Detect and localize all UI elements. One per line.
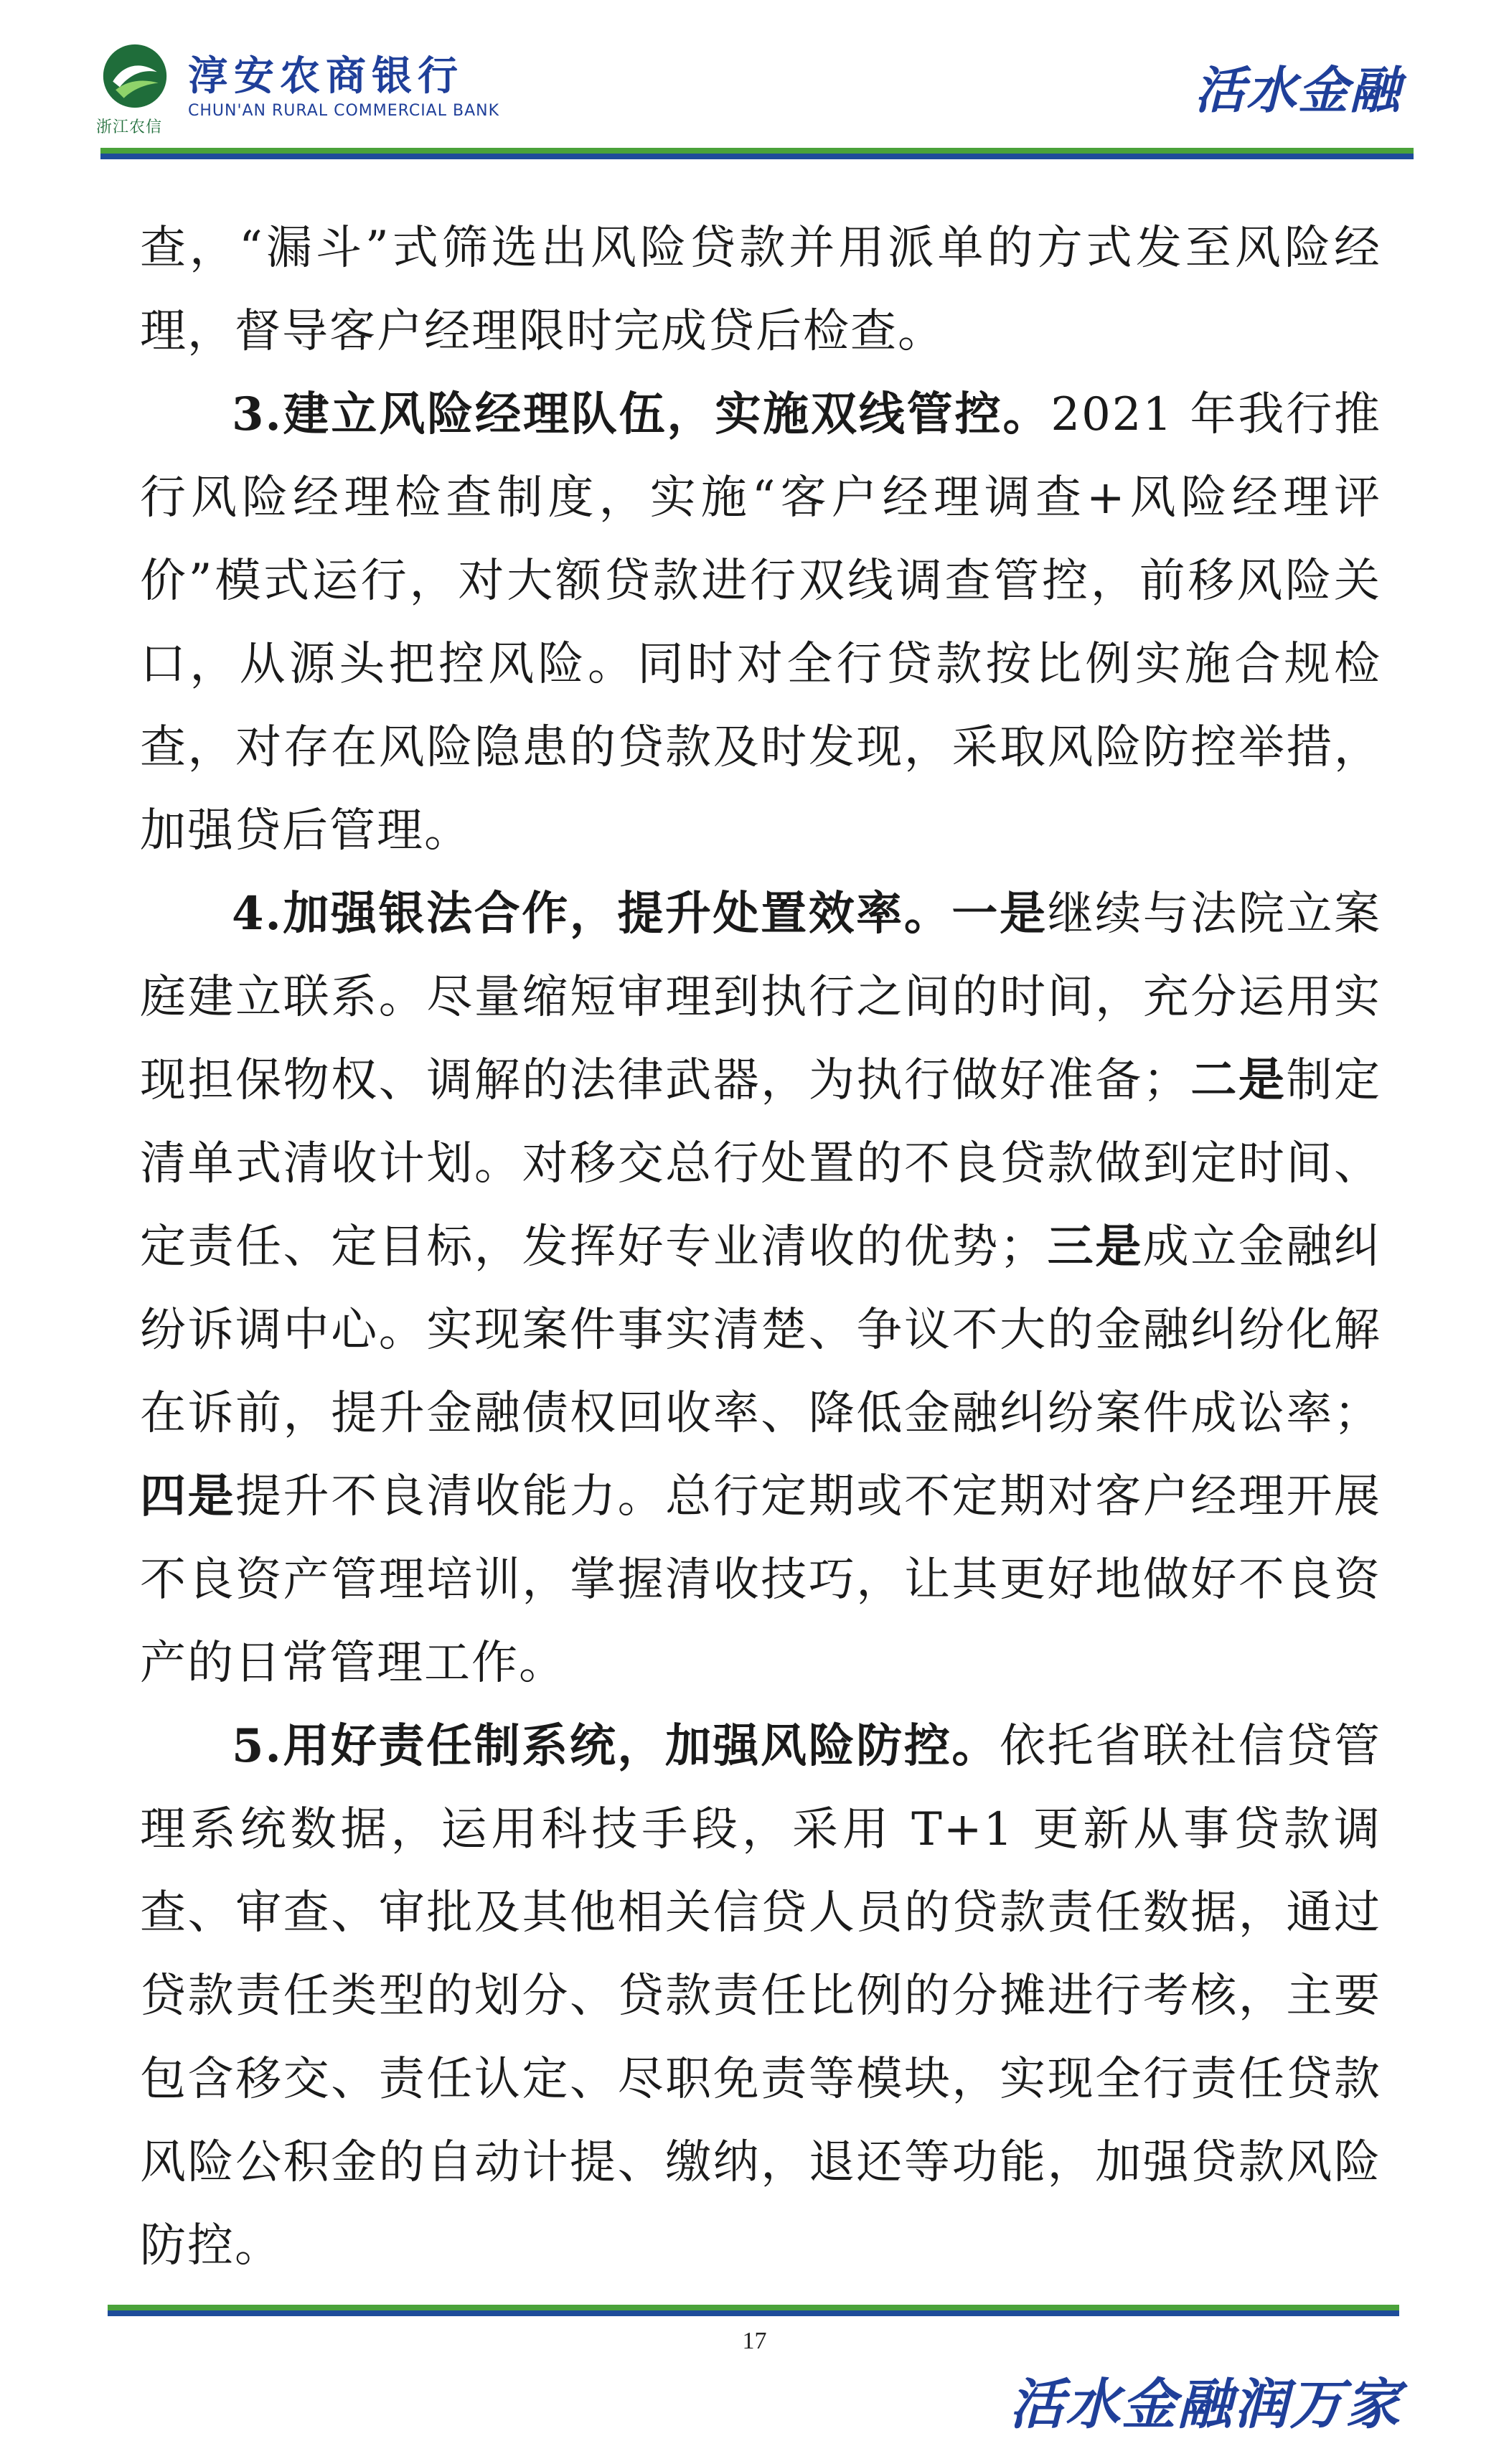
header-divider [100, 148, 1414, 159]
bank-logo-icon [100, 42, 169, 110]
item-3-heading: 3.建立风险经理队伍，实施双线管控。 [232, 387, 1051, 441]
document-body [140, 207, 1381, 2287]
item-5-text: 依托省联社信贷管理系统数据，运用科技手段，采用 T+1 更新从事贷款调查、审查、审批及其他相关信贷人员的贷款责任数据，通过贷款责任类型的划分、贷款责任比例的分摊进行考核，主要包含移交、责任认定、尽职免责等模块，实现全行责任贷款风险公积金的自动计提、缴纳，退还等功能，加强贷款风险防控。 [140, 1720, 1382, 2272]
keyword-3: 三是 [1047, 1220, 1143, 1274]
paragraph-item-5 [140, 1705, 1381, 2287]
page-number: 17 [742, 2328, 767, 2354]
item-4-heading: 4.加强银法合作，提升处置效率。 [232, 887, 952, 941]
paragraph-item-4: 4.加强银法合作，提升处置效率。一是继续与法院立案庭建立联系。尽量缩短审理到执行之间的时间，充分运用实现担保物权、调解的法律武器，为执行做好准备；二是制定清单式清收计划。对移交总行处置的不良贷款做到定时间、定责任、定目标，发挥好专业清收的优势；三是成立金融纠纷诉调中心。实现案件事实清楚、争议不大的金融纠纷化解在诉前，提升金融债权回收率、降低金融纠纷案件成讼率；四是提升不良清收能力。总行定期或不定期对客户经理开展不良资产管理培训，掌握清收技巧，让其更好地做好不良资产的日常管理工作。 [140, 887, 1382, 1690]
header-slogan: 活水金融 [1195, 60, 1401, 120]
footer-slogan: 活水金融润万家 [1010, 2372, 1401, 2436]
paragraph-item-3 [140, 373, 1381, 873]
item-5-heading: 5.用好责任制系统，加强风险防控。 [232, 1719, 1000, 1773]
keyword-1: 一是 [951, 887, 1048, 941]
logo-subtitle: 浙江农信 [96, 118, 163, 136]
paragraph-1: 查，“漏斗”式筛选出风险贷款并用派单的方式发至风险经理，督导客户经理限时完成贷后检查。 [140, 222, 1381, 358]
keyword-4: 四是 [140, 1470, 236, 1523]
bank-name-cn: 淳安农商银行 [188, 52, 464, 100]
item-3-text: 2021 年我行推行风险经理检查制度，实施“客户经理调查+风险经理评价”模式运行，对大额贷款进行双线调查管控，前移风险关口，从源头把控风险。同时对全行贷款按比例实施合规检查，对存在风险隐患的贷款及时发现，采取风险防控举措，加强贷后管理。 [140, 388, 1382, 857]
footer-divider [108, 2305, 1399, 2316]
keyword-2: 二是 [1190, 1053, 1287, 1107]
page-header [0, 0, 1509, 172]
bank-name-en: CHUN'AN RURAL COMMERCIAL BANK [188, 102, 500, 120]
